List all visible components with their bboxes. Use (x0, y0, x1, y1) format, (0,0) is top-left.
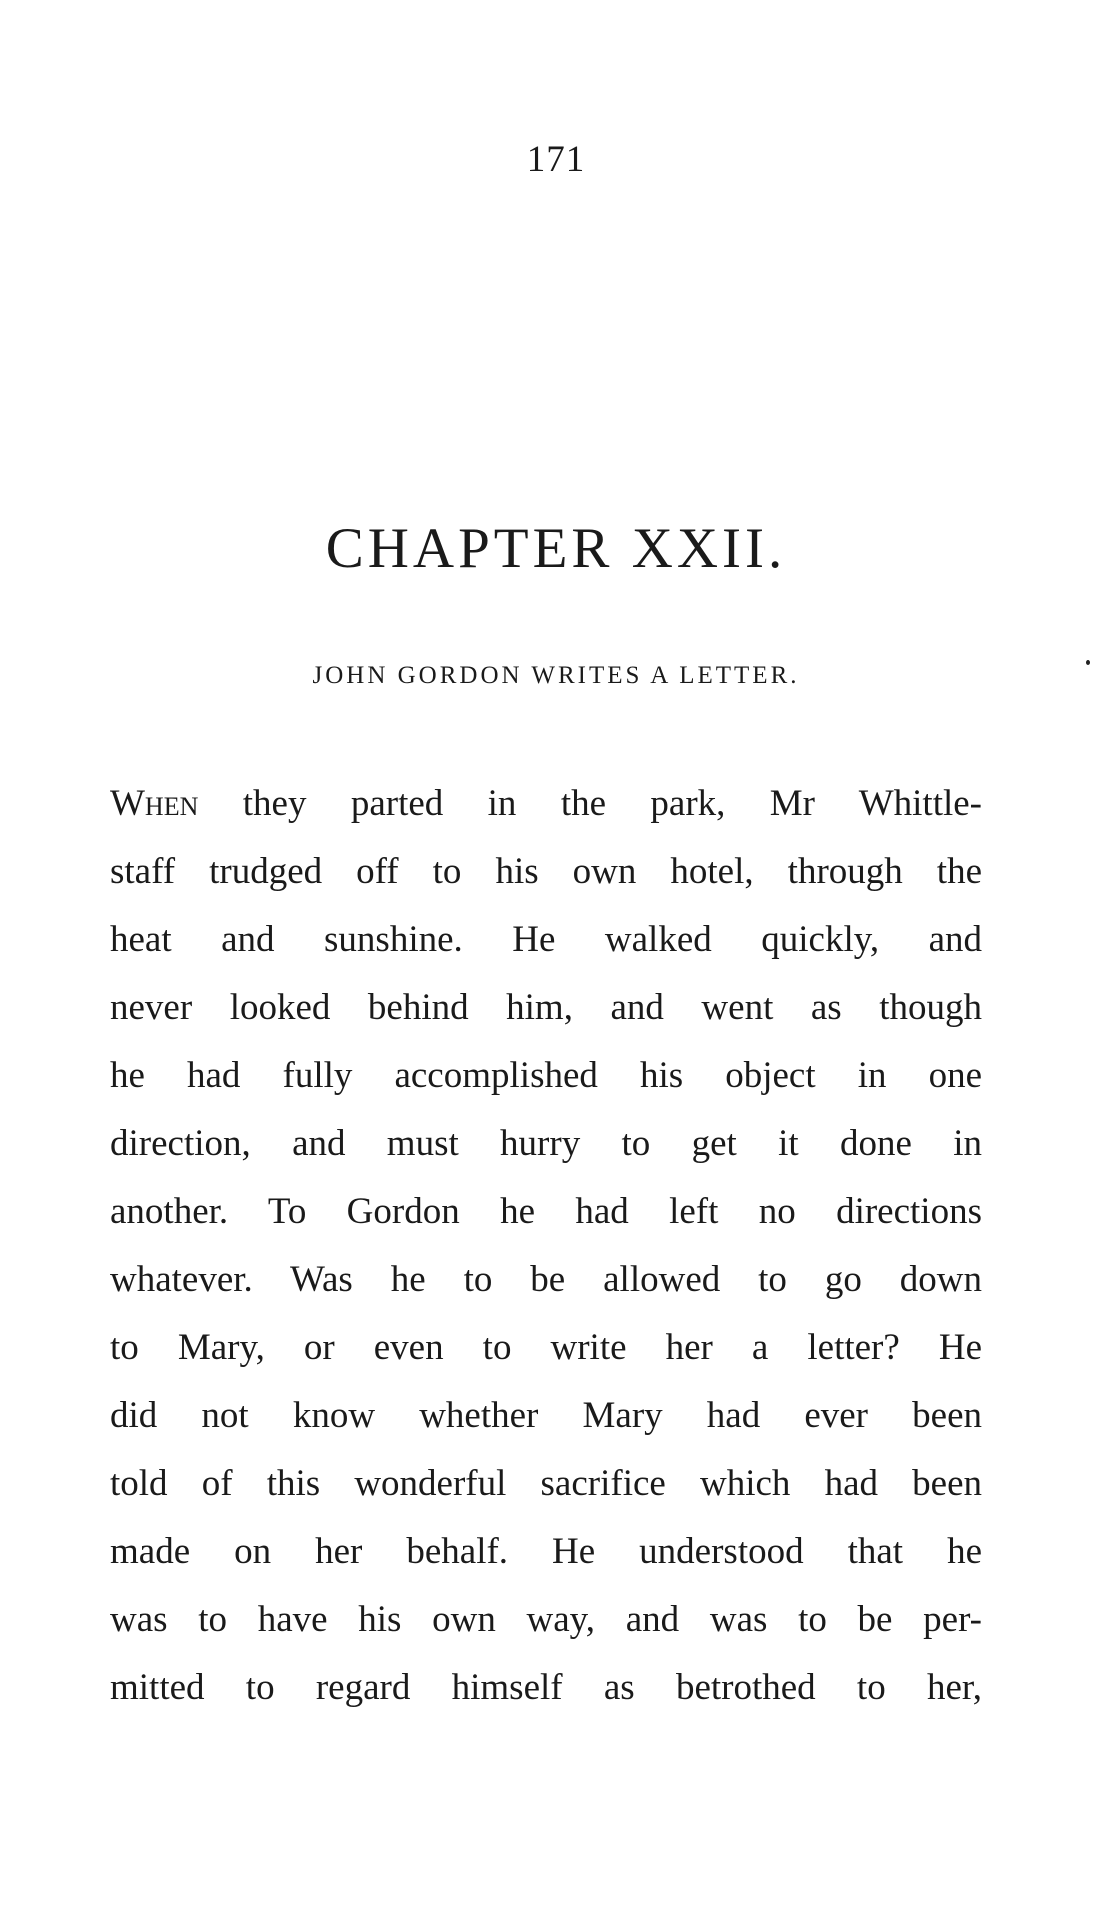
text-line (110, 770, 982, 838)
text-line: staff trudged off to his own hotel, through the (110, 851, 982, 892)
text-line: heat and sunshine. He walked quickly, and (110, 919, 982, 960)
chapter-title: CHAPTER XXII. (325, 517, 787, 580)
text-line: did not know whether Mary had ever been (110, 1395, 982, 1436)
text-line: was to have his own way, and was to be per- (110, 1599, 982, 1640)
page-number: 171 (526, 139, 586, 180)
text-line: told of this wonderful sacrifice which had been (110, 1463, 982, 1504)
text-line: to Mary, or even to write her a letter? He (110, 1327, 982, 1368)
drop-word: When (110, 783, 199, 824)
text-line: whatever. Was he to be allowed to go down (110, 1259, 982, 1300)
text-line-rest: they parted in the park, Mr Whittle- (198, 783, 982, 824)
text-line: made on her behalf. He understood that he (110, 1531, 982, 1572)
text-line: direction, and must hurry to get it done in (110, 1123, 982, 1164)
body-paragraph (110, 770, 982, 1722)
text-line: he had fully accomplished his object in one (110, 1055, 982, 1096)
paper-speck (1086, 660, 1090, 665)
text-line: never looked behind him, and went as though (110, 987, 982, 1028)
text-line: another. To Gordon he had left no directions (110, 1191, 982, 1232)
text-line: mitted to regard himself as betrothed to her, (110, 1667, 982, 1708)
chapter-subtitle: JOHN GORDON WRITES A LETTER. (312, 662, 800, 689)
